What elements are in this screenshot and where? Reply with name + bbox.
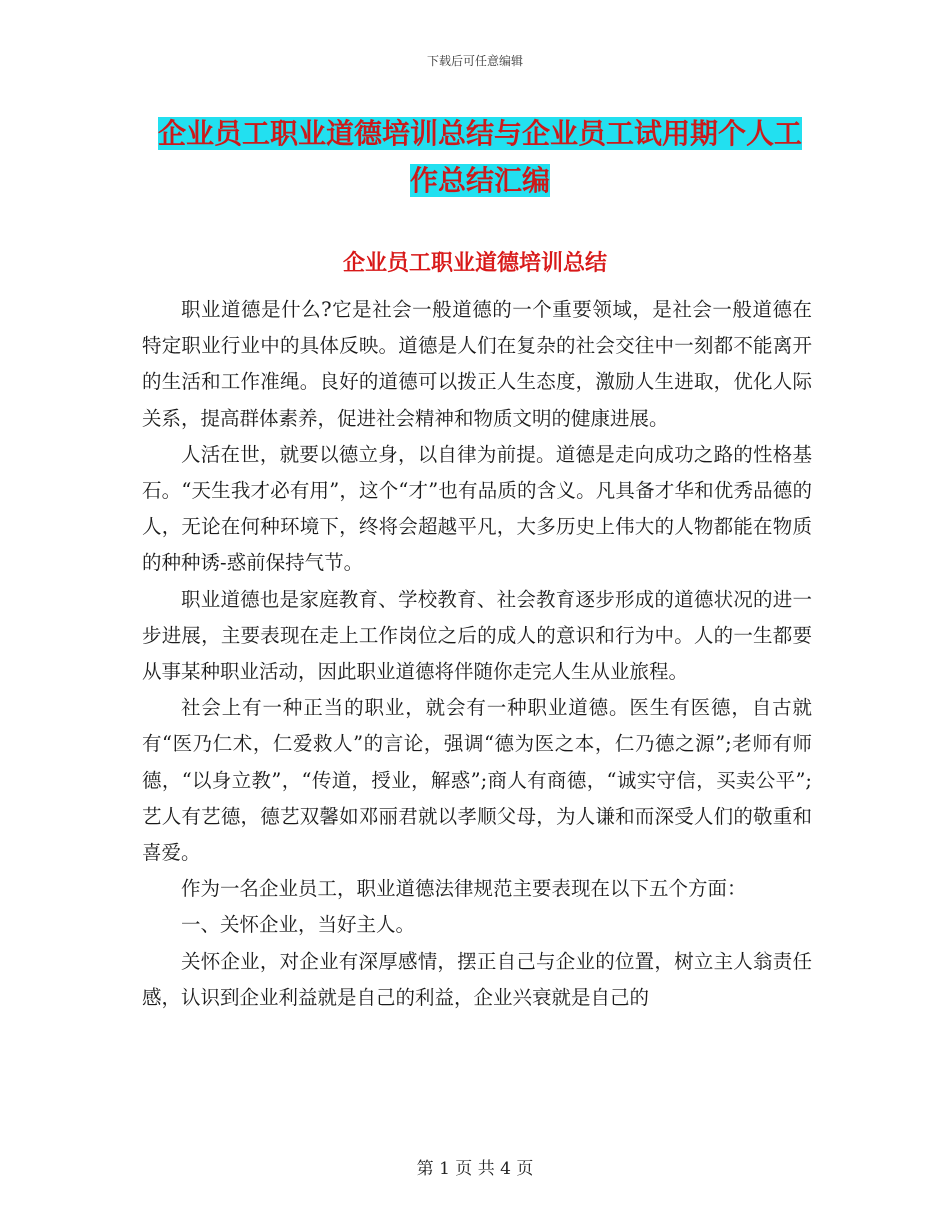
title-line-1: 企业员工职业道德培训总结与企业员工试用期个人工 [157,117,802,150]
paragraph: 关怀企业，对企业有深厚感情，摆正自己与企业的位置，树立主人翁责任感，认识到企业利益就是自己的利益，企业兴衰就是自己的 [142,949,812,1009]
paragraph: 职业道德也是家庭教育、学校教育、社会教育逐步形成的道德状况的进一步进展，主要表现在走上工作岗位之后的成人的意识和行为中。人的一生都要从事某种职业活动，因此职业道德将伴随你走完人生从业旅程。 [142,587,812,684]
paragraph: 职业道德是什么?它是社会一般道德的一个重要领域，是社会一般道德在特定职业行业中的具体反映。道德是人们在复杂的社会交往中一刻都不能离开的生活和工作准绳。良好的道德可以拨正人生态度，激励人生进取，优化人际关系，提高群体素养，促进社会精神和物质文明的健康进展。 [142,298,812,430]
paragraph: 人活在世，就要以德立身，以自律为前提。道德是走向成功之路的性格基石。“天生我才必有用”，这个“才”也有品质的含义。凡具备才华和优秀品德的人，无论在何种环境下，终将会超越平凡，大多历史上伟大的人物都能在物质的种种诱-惑前保持气节。 [142,442,812,575]
page-header-note: 下载后可任意编辑 [426,54,523,68]
paragraph: 一、关怀企业，当好主人。 [181,913,416,937]
page-number-footer: 第 1 页 共 4 页 [416,1159,534,1179]
paragraph: 社会上有一种正当的职业，就会有一种职业道德。医生有医德，自古就有“医乃仁术，仁爱救人”的言论，强调“德为医之本，仁乃德之源”;老师有师德，“以身立教”，“传道，授业，解惑”;商人有商德，“诚实守信，买卖公平”;艺人有艺德，德艺双馨如邓丽君就以孝顺父母，为人谦和而深受人们的敬重和喜爱。 [142,696,812,865]
document-title [140,110,820,204]
paragraph: 作为一名企业员工，职业道德法律规范主要表现在以下五个方面： [181,877,747,901]
title-line-2: 作总结汇编 [409,164,550,197]
section-title: 企业员工职业道德培训总结 [342,251,607,276]
body-text [142,292,812,1016]
